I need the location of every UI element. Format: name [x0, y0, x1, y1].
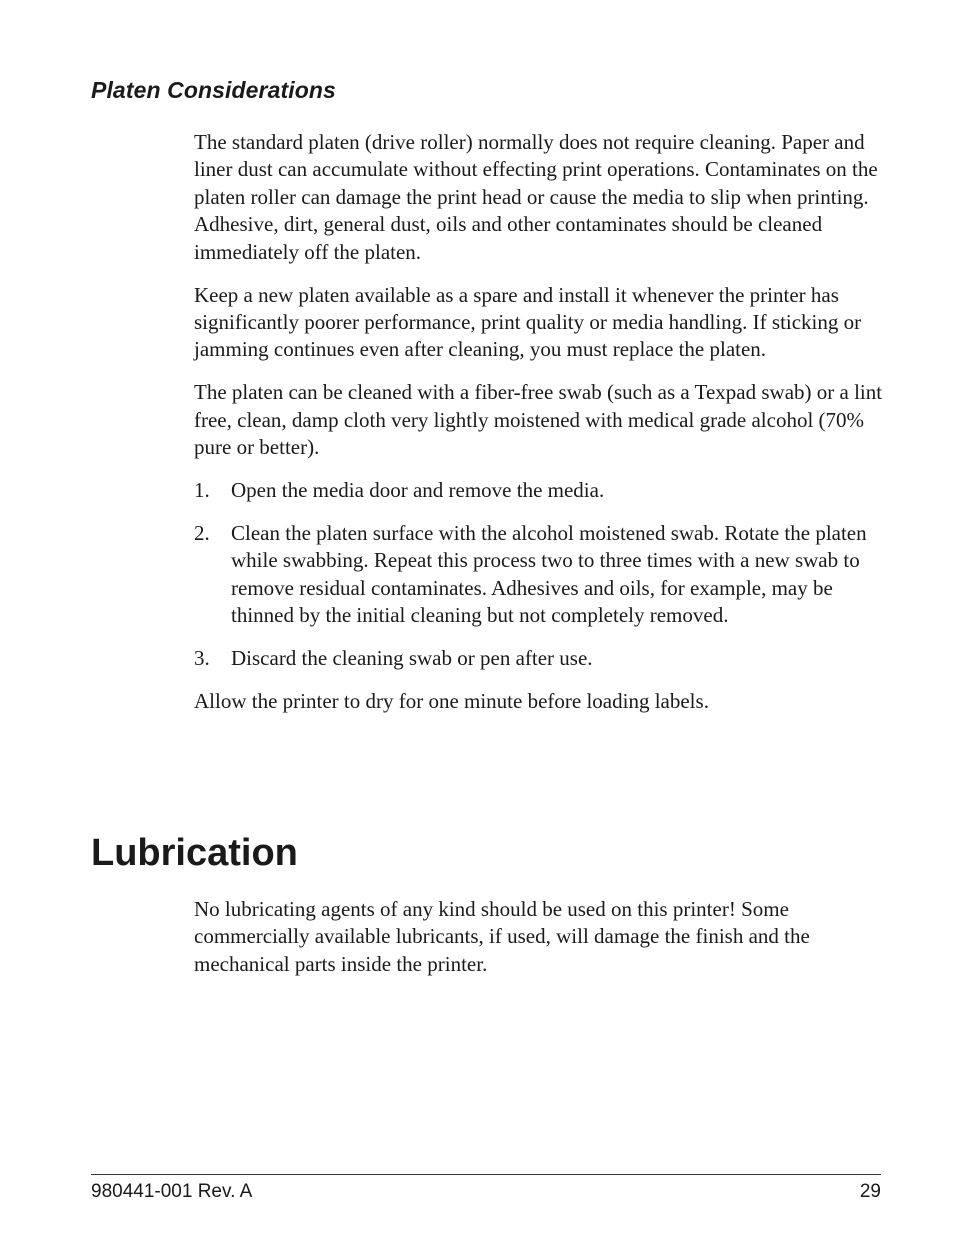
step-number: 2. [194, 520, 210, 545]
cleaning-steps-list [194, 477, 884, 672]
step-text: Open the media door and remove the media. [231, 477, 605, 502]
platen-closing-paragraph: Allow the printer to dry for one minute before loading labels. [194, 688, 709, 713]
page-number: 29 [859, 1181, 881, 1202]
lubrication-heading: Lubrication [91, 832, 298, 874]
platen-paragraph-2: Keep a new platen available as a spare and install it whenever the printer has significantly poorer performance, print quality or media handling. If sticking or jamming continues even after cleaning, you must replace the platen. [194, 282, 862, 362]
list-item [194, 520, 884, 630]
platen-section-body [194, 129, 884, 731]
list-item [194, 645, 884, 672]
step-text: Clean the platen surface with the alcohol moistened swab. Rotate the platen while swabbing. Repeat this process two to three times with a new swab to remove residual contaminates. Adhesives and oils, for example, may be thinned by the initial cleaning but not completely removed. [231, 520, 867, 628]
platen-paragraph-1: The standard platen (drive roller) normally does not require cleaning. Paper and liner dust can accumulate without effecting print operations. Contaminates on the platen roller can damage the print head or cause the media to slip when printing. Adhesive, dirt, general dust, oils and other contaminates should be cleaned immediately off the platen. [194, 130, 878, 264]
step-number: 3. [194, 646, 210, 670]
list-item [194, 477, 884, 504]
footer-divider [91, 1174, 881, 1175]
lubrication-paragraph: No lubricating agents of any kind should be used on this printer! Some commercially available lubricants, if used, will damage the finish and the mechanical parts inside the printer. [194, 897, 810, 976]
step-text: Discard the cleaning swab or pen after use. [231, 646, 593, 670]
document-id: 980441-001 Rev. A [91, 1181, 253, 1202]
step-number: 1. [194, 477, 210, 502]
platen-paragraph-3: The platen can be cleaned with a fiber-free swab (such as a Texpad swab) or a lint free, clean, damp cloth very lightly moistened with medical grade alcohol (70% pure or better). [194, 380, 883, 460]
lubrication-section-body [194, 896, 884, 978]
platen-considerations-heading: Platen Considerations [91, 77, 336, 103]
